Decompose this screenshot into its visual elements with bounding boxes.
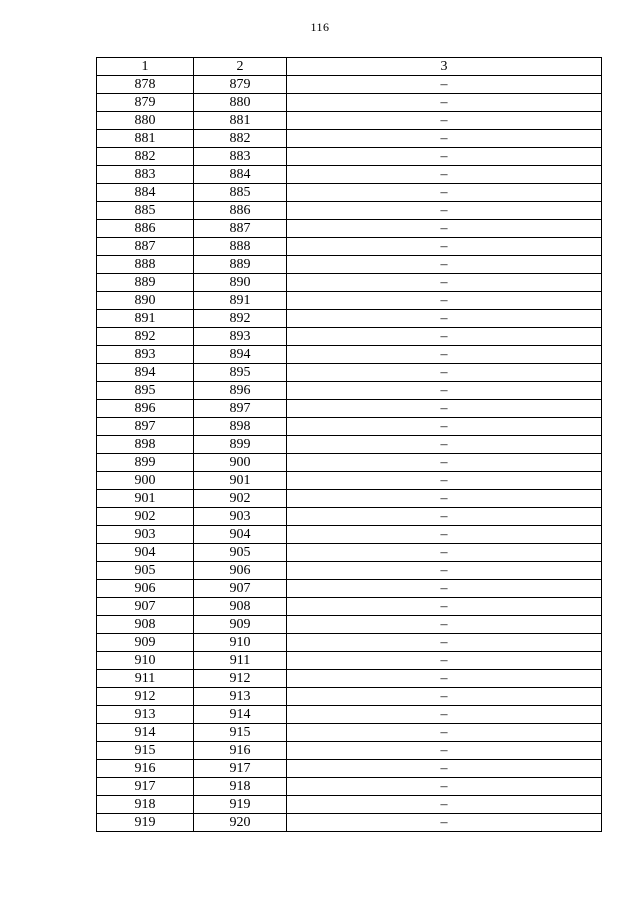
header-row [97, 58, 602, 76]
table-cell-col-2: 897 [194, 400, 287, 418]
table-row [97, 760, 602, 778]
table-cell-col-3: – [287, 148, 602, 166]
table-cell-col-1: 910 [97, 652, 194, 670]
header-col-3: 3 [287, 58, 602, 76]
table-cell-col-3: – [287, 346, 602, 364]
table-row [97, 580, 602, 598]
table-row [97, 184, 602, 202]
table-cell-col-3: – [287, 328, 602, 346]
table-cell-col-2: 895 [194, 364, 287, 382]
table-cell-col-3: – [287, 472, 602, 490]
table-cell-col-3: – [287, 562, 602, 580]
table-cell-col-2: 885 [194, 184, 287, 202]
table-row [97, 616, 602, 634]
table-cell-col-2: 890 [194, 274, 287, 292]
header-col-2: 2 [194, 58, 287, 76]
table-cell-col-2: 905 [194, 544, 287, 562]
table-cell-col-2: 908 [194, 598, 287, 616]
table-row [97, 652, 602, 670]
table-row [97, 256, 602, 274]
table-row [97, 364, 602, 382]
table-cell-col-2: 896 [194, 382, 287, 400]
table-cell-col-3: – [287, 544, 602, 562]
table-cell-col-3: – [287, 112, 602, 130]
table-cell-col-3: – [287, 130, 602, 148]
table-cell-col-1: 883 [97, 166, 194, 184]
table-cell-col-1: 909 [97, 634, 194, 652]
table-cell-col-1: 917 [97, 778, 194, 796]
table-cell-col-3: – [287, 184, 602, 202]
table-cell-col-1: 914 [97, 724, 194, 742]
table-cell-col-2: 894 [194, 346, 287, 364]
table-cell-col-1: 907 [97, 598, 194, 616]
table-row [97, 202, 602, 220]
table-cell-col-3: – [287, 652, 602, 670]
table-cell-col-2: 903 [194, 508, 287, 526]
table-row [97, 724, 602, 742]
table-cell-col-1: 897 [97, 418, 194, 436]
table-cell-col-3: – [287, 166, 602, 184]
table-row [97, 76, 602, 94]
table-cell-col-3: – [287, 742, 602, 760]
table-row [97, 310, 602, 328]
table-row [97, 490, 602, 508]
table-cell-col-2: 920 [194, 814, 287, 832]
table-cell-col-2: 893 [194, 328, 287, 346]
table-cell-col-1: 903 [97, 526, 194, 544]
table-cell-col-2: 910 [194, 634, 287, 652]
table-cell-col-2: 882 [194, 130, 287, 148]
table-row [97, 598, 602, 616]
table-cell-col-1: 905 [97, 562, 194, 580]
table-cell-col-1: 889 [97, 274, 194, 292]
table-header [97, 58, 602, 76]
table-cell-col-3: – [287, 400, 602, 418]
table-cell-col-2: 884 [194, 166, 287, 184]
data-table [96, 57, 602, 832]
table-row [97, 706, 602, 724]
table-cell-col-1: 898 [97, 436, 194, 454]
table-cell-col-2: 898 [194, 418, 287, 436]
table-cell-col-2: 907 [194, 580, 287, 598]
table-cell-col-3: – [287, 310, 602, 328]
table-cell-col-2: 879 [194, 76, 287, 94]
table-cell-col-3: – [287, 598, 602, 616]
table-cell-col-2: 919 [194, 796, 287, 814]
table-cell-col-2: 887 [194, 220, 287, 238]
table-cell-col-2: 891 [194, 292, 287, 310]
table-cell-col-3: – [287, 364, 602, 382]
table-row [97, 292, 602, 310]
table-cell-col-2: 914 [194, 706, 287, 724]
table-cell-col-1: 916 [97, 760, 194, 778]
table-cell-col-1: 908 [97, 616, 194, 634]
table-cell-col-1: 918 [97, 796, 194, 814]
table-cell-col-2: 880 [194, 94, 287, 112]
table-cell-col-3: – [287, 256, 602, 274]
table-row [97, 418, 602, 436]
table-row [97, 544, 602, 562]
table-cell-col-2: 881 [194, 112, 287, 130]
table-cell-col-1: 887 [97, 238, 194, 256]
table-row [97, 472, 602, 490]
table-cell-col-3: – [287, 760, 602, 778]
table-cell-col-1: 899 [97, 454, 194, 472]
table-cell-col-2: 892 [194, 310, 287, 328]
table-row [97, 454, 602, 472]
table-cell-col-3: – [287, 454, 602, 472]
table-cell-col-3: – [287, 94, 602, 112]
table-cell-col-2: 906 [194, 562, 287, 580]
table-cell-col-3: – [287, 706, 602, 724]
table-cell-col-1: 895 [97, 382, 194, 400]
table-row [97, 562, 602, 580]
table-cell-col-2: 883 [194, 148, 287, 166]
table-cell-col-1: 912 [97, 688, 194, 706]
table-row [97, 634, 602, 652]
table-row [97, 238, 602, 256]
table-cell-col-1: 893 [97, 346, 194, 364]
table-cell-col-3: – [287, 670, 602, 688]
table-cell-col-3: – [287, 292, 602, 310]
table-cell-col-1: 880 [97, 112, 194, 130]
table-cell-col-1: 904 [97, 544, 194, 562]
table-row [97, 274, 602, 292]
table-row [97, 148, 602, 166]
table-body [97, 76, 602, 832]
table-cell-col-2: 909 [194, 616, 287, 634]
table-cell-col-2: 901 [194, 472, 287, 490]
table-row [97, 166, 602, 184]
table-row [97, 220, 602, 238]
table-cell-col-2: 917 [194, 760, 287, 778]
table-cell-col-1: 878 [97, 76, 194, 94]
table-row [97, 742, 602, 760]
table-row [97, 670, 602, 688]
table-row [97, 688, 602, 706]
table-row [97, 400, 602, 418]
table-row [97, 796, 602, 814]
table-cell-col-2: 913 [194, 688, 287, 706]
table-cell-col-1: 884 [97, 184, 194, 202]
table-row [97, 328, 602, 346]
table-cell-col-2: 900 [194, 454, 287, 472]
table-cell-col-2: 918 [194, 778, 287, 796]
table-cell-col-2: 889 [194, 256, 287, 274]
table-cell-col-3: – [287, 796, 602, 814]
table-cell-col-3: – [287, 418, 602, 436]
table-cell-col-3: – [287, 490, 602, 508]
table-cell-col-1: 896 [97, 400, 194, 418]
table-cell-col-3: – [287, 382, 602, 400]
page-number: 116 [310, 20, 330, 34]
table-row [97, 130, 602, 148]
table-cell-col-2: 911 [194, 652, 287, 670]
table-cell-col-1: 892 [97, 328, 194, 346]
table-cell-col-2: 915 [194, 724, 287, 742]
table-cell-col-2: 899 [194, 436, 287, 454]
table-cell-col-2: 916 [194, 742, 287, 760]
table-row [97, 112, 602, 130]
table-cell-col-3: – [287, 526, 602, 544]
table-row [97, 778, 602, 796]
table-cell-col-3: – [287, 616, 602, 634]
table-cell-col-3: – [287, 220, 602, 238]
table-cell-col-1: 886 [97, 220, 194, 238]
table-row [97, 814, 602, 832]
table-cell-col-1: 894 [97, 364, 194, 382]
table-cell-col-1: 879 [97, 94, 194, 112]
table-cell-col-3: – [287, 508, 602, 526]
table-cell-col-1: 913 [97, 706, 194, 724]
table-row [97, 94, 602, 112]
table-cell-col-3: – [287, 814, 602, 832]
table-cell-col-1: 881 [97, 130, 194, 148]
table-cell-col-1: 890 [97, 292, 194, 310]
table-row [97, 436, 602, 454]
table-cell-col-1: 906 [97, 580, 194, 598]
table-cell-col-1: 911 [97, 670, 194, 688]
table-cell-col-1: 891 [97, 310, 194, 328]
table-cell-col-1: 888 [97, 256, 194, 274]
table-cell-col-2: 912 [194, 670, 287, 688]
table-cell-col-1: 902 [97, 508, 194, 526]
table-cell-col-1: 901 [97, 490, 194, 508]
table-cell-col-1: 882 [97, 148, 194, 166]
table-cell-col-2: 888 [194, 238, 287, 256]
table-cell-col-3: – [287, 436, 602, 454]
table-cell-col-2: 886 [194, 202, 287, 220]
table-cell-col-1: 885 [97, 202, 194, 220]
table-cell-col-3: – [287, 238, 602, 256]
table-cell-col-1: 900 [97, 472, 194, 490]
table-cell-col-3: – [287, 778, 602, 796]
table-row [97, 346, 602, 364]
table-cell-col-3: – [287, 580, 602, 598]
table-cell-col-3: – [287, 202, 602, 220]
table-cell-col-2: 902 [194, 490, 287, 508]
table-cell-col-3: – [287, 724, 602, 742]
header-col-1: 1 [97, 58, 194, 76]
table-cell-col-3: – [287, 76, 602, 94]
table-row [97, 508, 602, 526]
table-cell-col-3: – [287, 634, 602, 652]
table-cell-col-1: 915 [97, 742, 194, 760]
table-cell-col-3: – [287, 688, 602, 706]
table-cell-col-1: 919 [97, 814, 194, 832]
table-cell-col-2: 904 [194, 526, 287, 544]
table-row [97, 382, 602, 400]
table-row [97, 526, 602, 544]
table-cell-col-3: – [287, 274, 602, 292]
